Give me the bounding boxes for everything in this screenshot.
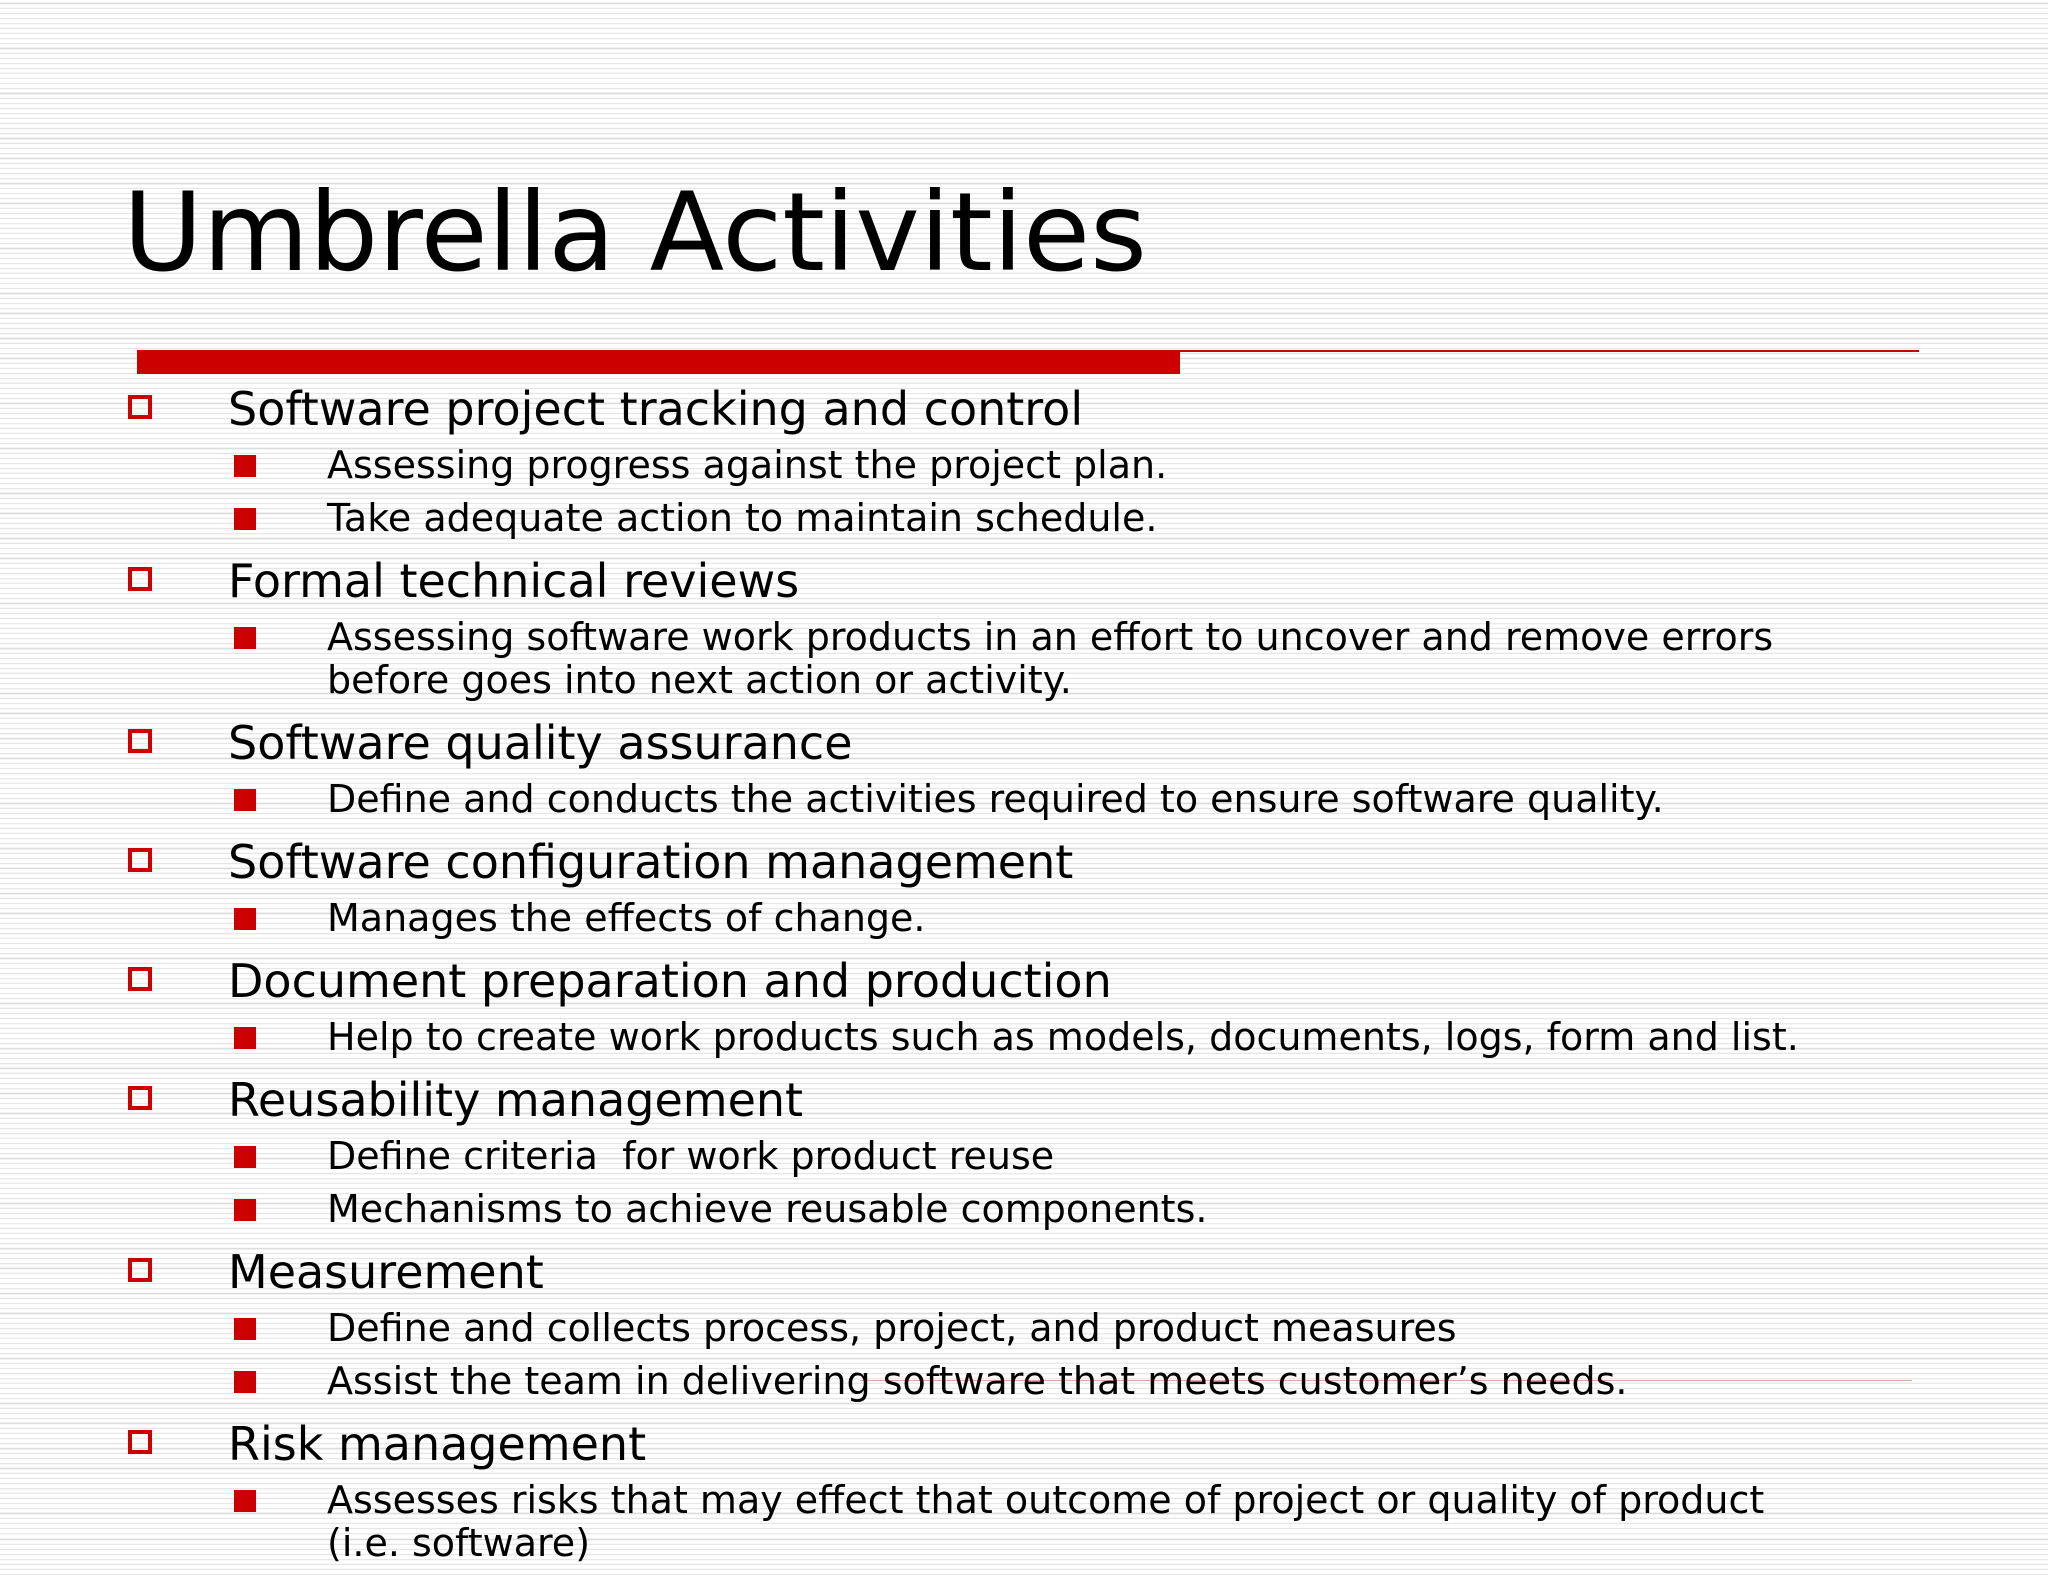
hollow-square-bullet-icon <box>128 729 152 753</box>
sub-bullet-item <box>0 1360 2048 1403</box>
filled-square-bullet-icon <box>234 789 256 811</box>
bullet-label: Reusability management <box>228 1073 804 1127</box>
bullet-label: Document preparation and production <box>228 954 1112 1008</box>
hollow-square-bullet-icon <box>128 567 152 591</box>
sub-bullet-item <box>0 616 2048 702</box>
sub-bullet-label: Take adequate action to maintain schedule. <box>327 496 1158 540</box>
bullet-item <box>0 550 2048 612</box>
bullet-label: Measurement <box>228 1245 544 1299</box>
sub-bullet-label: Help to create work products such as models, documents, logs, form and list. <box>327 1015 1799 1059</box>
sub-bullet-item <box>0 1135 2048 1178</box>
bullet-item <box>0 712 2048 774</box>
title-underline-thick <box>137 350 1180 374</box>
bullet-item <box>0 831 2048 893</box>
bullet-list <box>0 378 2048 1575</box>
sub-bullet-item <box>0 1016 2048 1059</box>
sub-bullet-item <box>0 444 2048 487</box>
sub-bullet-item <box>0 778 2048 821</box>
bullet-label: Formal technical reviews <box>228 554 800 608</box>
filled-square-bullet-icon <box>234 455 256 477</box>
bullet-label: Risk management <box>228 1417 647 1471</box>
hollow-square-bullet-icon <box>128 1258 152 1282</box>
filled-square-bullet-icon <box>234 1490 256 1512</box>
sub-bullet-item <box>0 1479 2048 1565</box>
filled-square-bullet-icon <box>234 1371 256 1393</box>
bullet-item <box>0 950 2048 1012</box>
sub-bullet-label: Manages the effects of change. <box>327 896 926 940</box>
filled-square-bullet-icon <box>234 908 256 930</box>
title-underline-thin <box>1180 350 1919 352</box>
bullet-label: Software project tracking and control <box>228 382 1084 436</box>
sub-bullet-label: Assist the team in delivering software that meets customer’s needs. <box>327 1359 1628 1403</box>
bullet-item <box>0 1413 2048 1475</box>
hollow-square-bullet-icon <box>128 1430 152 1454</box>
sub-bullet-label: Assessing progress against the project plan. <box>327 443 1168 487</box>
bullet-item <box>0 378 2048 440</box>
sub-bullet-label: Mechanisms to achieve reusable components. <box>327 1187 1208 1231</box>
sub-bullet-item <box>0 897 2048 940</box>
hollow-square-bullet-icon <box>128 1086 152 1110</box>
hollow-square-bullet-icon <box>128 848 152 872</box>
hollow-square-bullet-icon <box>128 967 152 991</box>
filled-square-bullet-icon <box>234 1318 256 1340</box>
sub-bullet-item <box>0 1307 2048 1350</box>
filled-square-bullet-icon <box>234 508 256 530</box>
sub-bullet-label: Define and collects process, project, and product measures <box>327 1306 1457 1350</box>
filled-square-bullet-icon <box>234 1199 256 1221</box>
bullet-item <box>0 1241 2048 1303</box>
hollow-square-bullet-icon <box>128 395 152 419</box>
bullet-item <box>0 1069 2048 1131</box>
sub-bullet-label: Define and conducts the activities required to ensure software quality. <box>327 777 1664 821</box>
sub-bullet-label: Assessing software work products in an effort to uncover and remove errors before goes into next action or activity. <box>327 615 1774 702</box>
filled-square-bullet-icon <box>234 627 256 649</box>
sub-bullet-item <box>0 497 2048 540</box>
sub-bullet-label: Assesses risks that may effect that outcome of project or quality of product (i.e. software) <box>327 1478 1765 1565</box>
sub-bullet-label: Define criteria for work product reuse <box>327 1134 1055 1178</box>
slide-title: Umbrella Activities <box>123 169 1147 296</box>
bullet-label: Software quality assurance <box>228 716 853 770</box>
sub-bullet-item <box>0 1188 2048 1231</box>
filled-square-bullet-icon <box>234 1027 256 1049</box>
bullet-label: Software configuration management <box>228 835 1074 889</box>
filled-square-bullet-icon <box>234 1146 256 1168</box>
